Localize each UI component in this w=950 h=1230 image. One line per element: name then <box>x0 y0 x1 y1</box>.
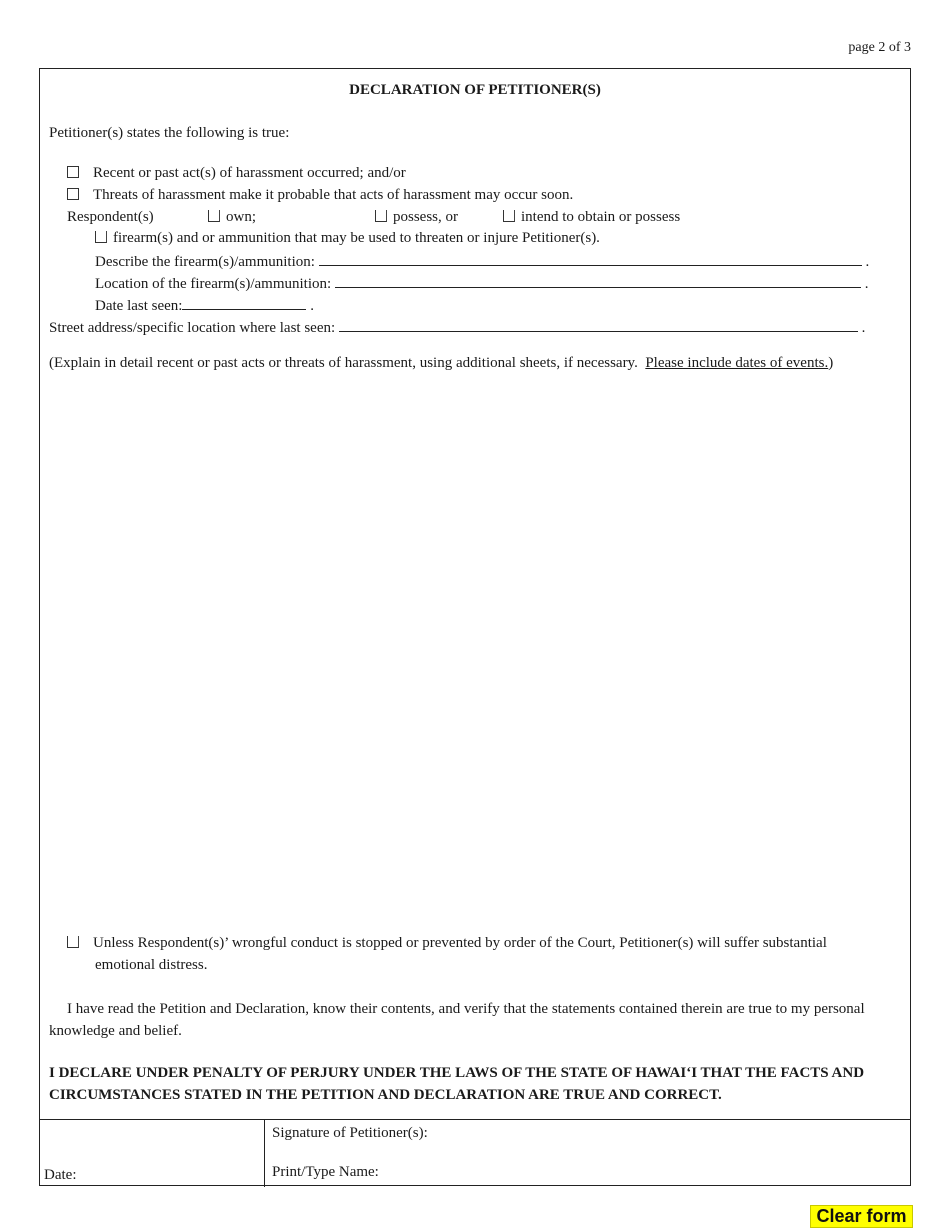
possess-checkbox[interactable] <box>375 210 387 222</box>
street-address-field[interactable] <box>339 316 858 332</box>
intend-option <box>503 207 680 227</box>
intend-checkbox[interactable] <box>503 210 515 222</box>
date-label: Date: <box>44 1167 77 1183</box>
recent-acts-checkbox[interactable] <box>67 166 79 178</box>
own-checkbox[interactable] <box>208 210 220 222</box>
distress-checkbox[interactable] <box>67 936 79 948</box>
perjury-declaration: I DECLARE UNDER PENALTY OF PERJURY UNDER THE LAWS OF THE STATE OF HAWAIʻI THAT THE FACTS AND CIRCUMSTANCES STATED IN THE PETITION AND DECLARATION ARE TRUE AND CORRECT. <box>49 1065 865 1103</box>
describe-label: Describe the firearm(s)/ammunition: <box>95 254 315 270</box>
recent-acts-label: Recent or past act(s) of harassment occurred; and/or <box>93 165 406 181</box>
location-end-mark: . <box>864 276 869 292</box>
distress-line-2: emotional distress. <box>95 957 208 973</box>
distress-line-1: Unless Respondent(s)’ wrongful conduct is stopped or prevented by order of the Court, Petitioner(s) will suffer substantial <box>93 935 827 951</box>
describe-end-mark: . <box>865 254 870 270</box>
declaration-form <box>39 68 911 1186</box>
signature-label: Signature of Petitioner(s): <box>272 1125 428 1141</box>
street-address-label: Street address/specific location where last seen: <box>49 320 336 336</box>
own-label: own; <box>226 209 256 225</box>
explain-dates-note: Please include dates of events. <box>645 355 829 371</box>
form-title: DECLARATION OF PETITIONER(S) <box>349 82 601 98</box>
date-last-seen-label: Date last seen: <box>95 298 183 314</box>
location-field[interactable] <box>335 272 861 288</box>
print-name-label: Print/Type Name: <box>272 1164 379 1180</box>
threats-label: Threats of harassment make it probable that acts of harassment may occur soon. <box>93 187 574 203</box>
possess-label: possess, or <box>393 209 459 225</box>
signature-block <box>40 1119 910 1187</box>
location-row <box>95 272 868 294</box>
street-address-end-mark: . <box>861 320 866 336</box>
clear-form-button[interactable]: Clear form <box>810 1205 913 1228</box>
intend-label: intend to obtain or possess <box>521 209 681 225</box>
verify-paragraph: I have read the Petition and Declaration, know their contents, and verify that the statements contained therein are true to my personal knowledge and belief. <box>49 1001 865 1039</box>
date-last-seen-end-mark: . <box>310 298 314 314</box>
explanation-area[interactable] <box>49 381 903 919</box>
page-number: page 2 of 3 <box>848 40 911 55</box>
respondent-label: Respondent(s) <box>67 209 154 225</box>
own-option <box>208 207 256 227</box>
intro-text: Petitioner(s) states the following is true: <box>49 125 290 141</box>
distress-row <box>67 933 827 953</box>
date-last-seen-row <box>95 294 314 316</box>
signature-divider <box>264 1120 265 1187</box>
firearms-label: firearm(s) and or ammunition that may be used to threaten or injure Petitioner(s). <box>113 230 600 246</box>
describe-row <box>95 250 869 272</box>
describe-field[interactable] <box>319 250 862 266</box>
date-last-seen-field[interactable] <box>182 294 306 310</box>
threats-checkbox[interactable] <box>67 188 79 200</box>
explain-suffix: ) <box>828 355 834 371</box>
recent-acts-row <box>67 163 406 183</box>
threats-row <box>67 185 573 205</box>
firearms-checkbox[interactable] <box>95 231 107 243</box>
location-label: Location of the firearm(s)/ammunition: <box>95 276 332 292</box>
explain-prefix: (Explain in detail recent or past acts or threats of harassment, using additional sheets, if necessary. <box>49 355 638 371</box>
firearms-row <box>95 228 600 248</box>
possess-option <box>375 207 458 227</box>
street-address-row <box>49 316 865 338</box>
explain-instructions <box>49 353 833 373</box>
